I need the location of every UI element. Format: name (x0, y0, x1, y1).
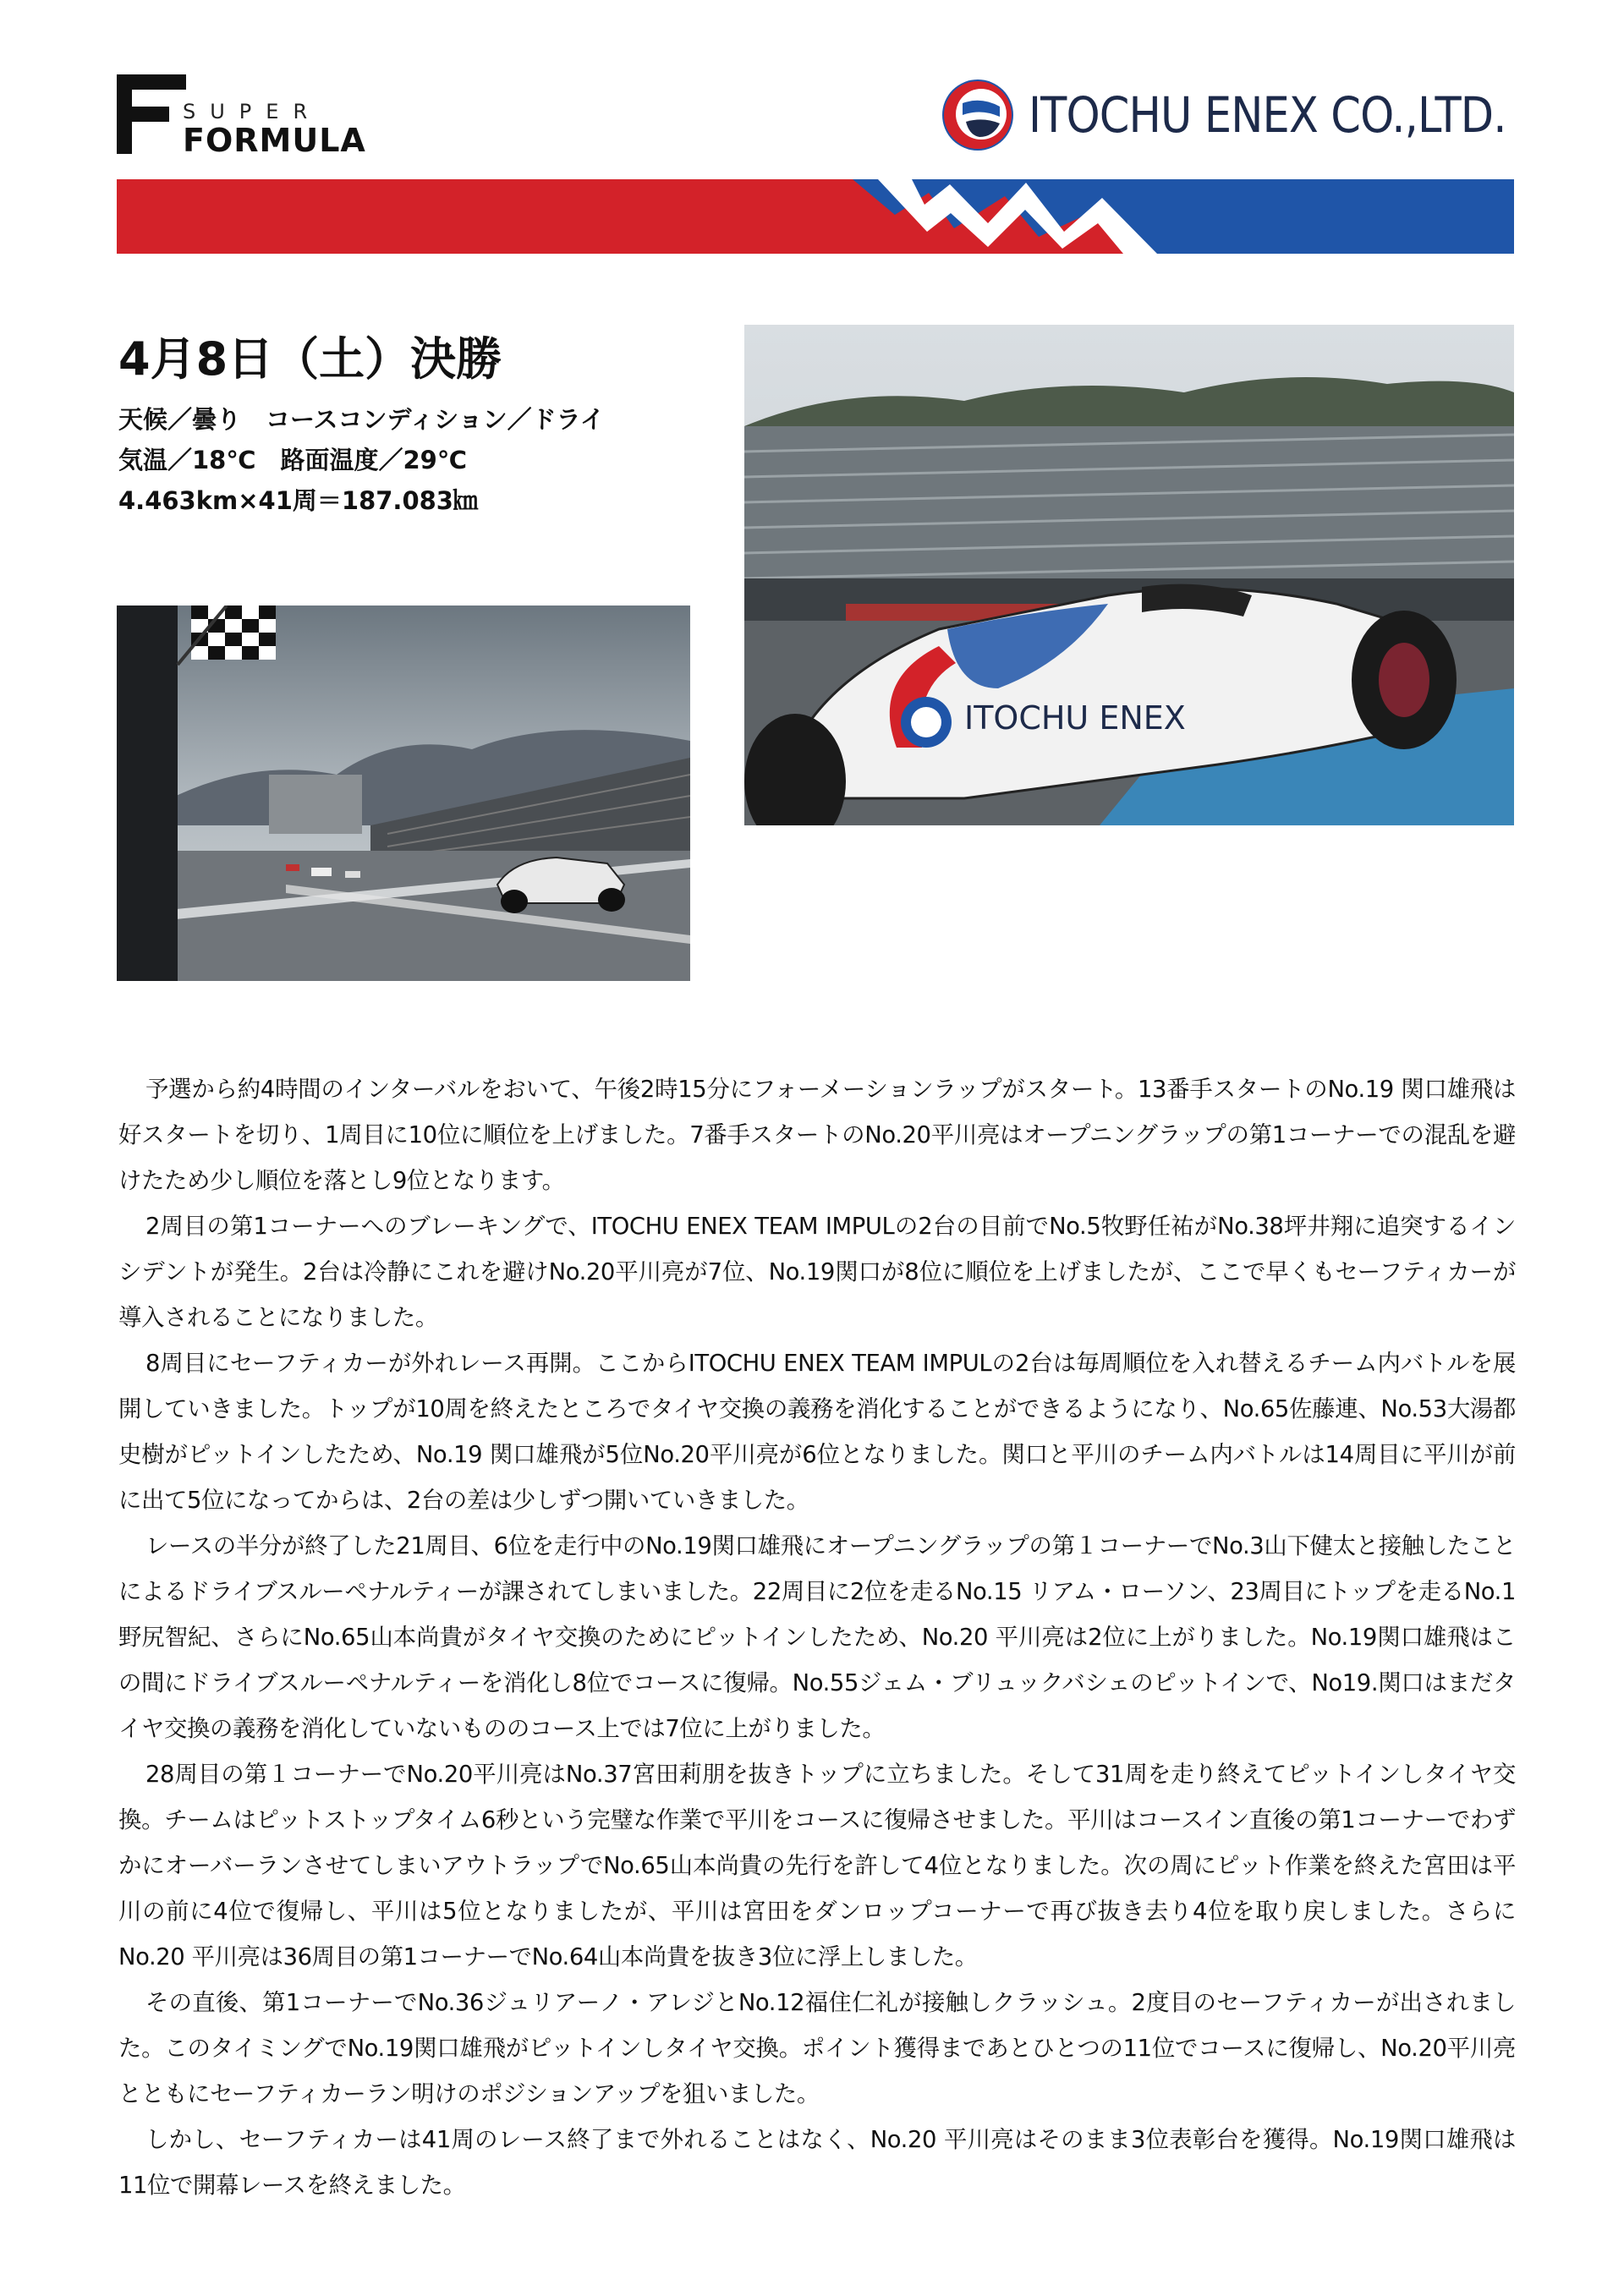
car-livery-text: ITOCHU ENEX (964, 699, 1186, 737)
race-distance: 4.463km×41周＝187.083㎞ (118, 486, 478, 515)
itochu-emblem-icon (941, 78, 1015, 152)
logo-formula-text: FORMULA (183, 122, 366, 159)
logo-super-text: SUPER (183, 100, 322, 123)
race-title: 4月8日（土）決勝 (118, 332, 502, 386)
article-paragraph: 8周目にセーフティカーが外れレース再開。ここからITOCHU ENEX TEAM IMPULの2台は毎周順位を入れ替えるチーム内バトルを展開していきました。トップが10周を終えたところでタイヤ交換の義務を消化することができるようになり、No.65佐藤連、No.53大湯都史樹がピットインしたため、No.19 関口雄飛が5位No.20平川亮が6位となりました。関口と平川のチーム内バトルは14周目に平川が前に出て5位になってからは、2台の差は少しずつ開いていきました。 (118, 1351, 1516, 1514)
article-paragraph: 予選から約4時間のインターバルをおいて、午後2時15分にフォーメーションラップがスタート。13番手スタートのNo.19 関口雄飛は好スタートを切り、1周目に10位に順位を上げました。7番手スタートのNo.20平川亮はオープニングラップの第1コーナーでの混乱を避けたため少し順位を落とし9位となります。 (118, 1077, 1516, 1194)
logo-bar-middle (117, 107, 169, 122)
header-stripe-banner (117, 179, 1514, 254)
article-paragraph: 28周目の第１コーナーでNo.20平川亮はNo.37宮田莉朋を抜きトップに立ちました。そして31周を走り終えてピットインしタイヤ交換。チームはピットストップタイム6秒という完璧な作業で平川をコースに復帰させました。平川はコースイン直後の第1コーナーでわずかにオーバーランさせてしまいアウトラップでNo.65山本尚貴の先行を許して4位となりました。次の周にピット作業を終えた宮田は平川の前に4位で復帰し、平川は5位となりましたが、平川は宮田をダンロップコーナーで再び抜き去り4位を取り戻しました。さらにNo.20 平川亮は36周目の第1コーナーでNo.64山本尚貴を抜き3位に浮上しました。 (118, 1762, 1516, 1970)
finish-line-photo (117, 606, 690, 981)
article-paragraph: 2周目の第1コーナーへのブレーキングで、ITOCHU ENEX TEAM IMPULの2台の目前でNo.5牧野任祐がNo.38坪井翔に追突するインシデントが発生。2台は冷静にこれを避けNo.20平川亮が7位、No.19関口が8位に順位を上げましたが、ここで早くもセーフティカーが導入されることになりました。 (118, 1214, 1516, 1331)
article-paragraph: その直後、第1コーナーでNo.36ジュリアーノ・アレジとNo.12福住仁礼が接触しクラッシュ。2度目のセーフティカーが出されました。このタイミングでNo.19関口雄飛がピットインしタイヤ交換。ポイント獲得まであとひとつの11位でコースに復帰し、No.20平川亮とともにセーフティカーラン明けのポジションアップを狙いました。 (118, 1990, 1516, 2107)
article-paragraph: しかし、セーフティカーは41周のレース終了まで外れることはなく、No.20 平川亮はそのまま3位表彰台を獲得。No.19関口雄飛は11位で開幕レースを終えました。 (118, 2127, 1516, 2199)
company-name: ITOCHU ENEX CO.,LTD. (1029, 86, 1506, 144)
temperature-conditions: 気温／18℃ 路面温度／29℃ (118, 446, 467, 474)
weather-conditions: 天候／曇り コースコンディション／ドライ (118, 405, 605, 434)
race-report-article (118, 1067, 1516, 2209)
itochu-enex-logo (941, 78, 1524, 154)
super-formula-logo (117, 74, 370, 159)
article-paragraph: レースの半分が終了した21周目、6位を走行中のNo.19関口雄飛にオープニングラップの第１コーナーでNo.3山下健太と接触したことによるドライブスルーペナルティーが課されてしまいました。22周目に2位を走るNo.15 リアム・ローソン、23周目にトップを走るNo.1野尻智紀、さらにNo.65山本尚貴がタイヤ交換のためにピットインしたため、No.20 平川亮は2位に上がりました。No.19関口雄飛はこの間にドライブスルーペナルティーを消化し8位でコースに復帰。No.55ジェム・ブリュックバシェのピットインで、No19.関口はまだタイヤ交換の義務を消化していないもののコース上では7位に上がりました。 (118, 1533, 1516, 1742)
race-car-photo (744, 325, 1514, 825)
